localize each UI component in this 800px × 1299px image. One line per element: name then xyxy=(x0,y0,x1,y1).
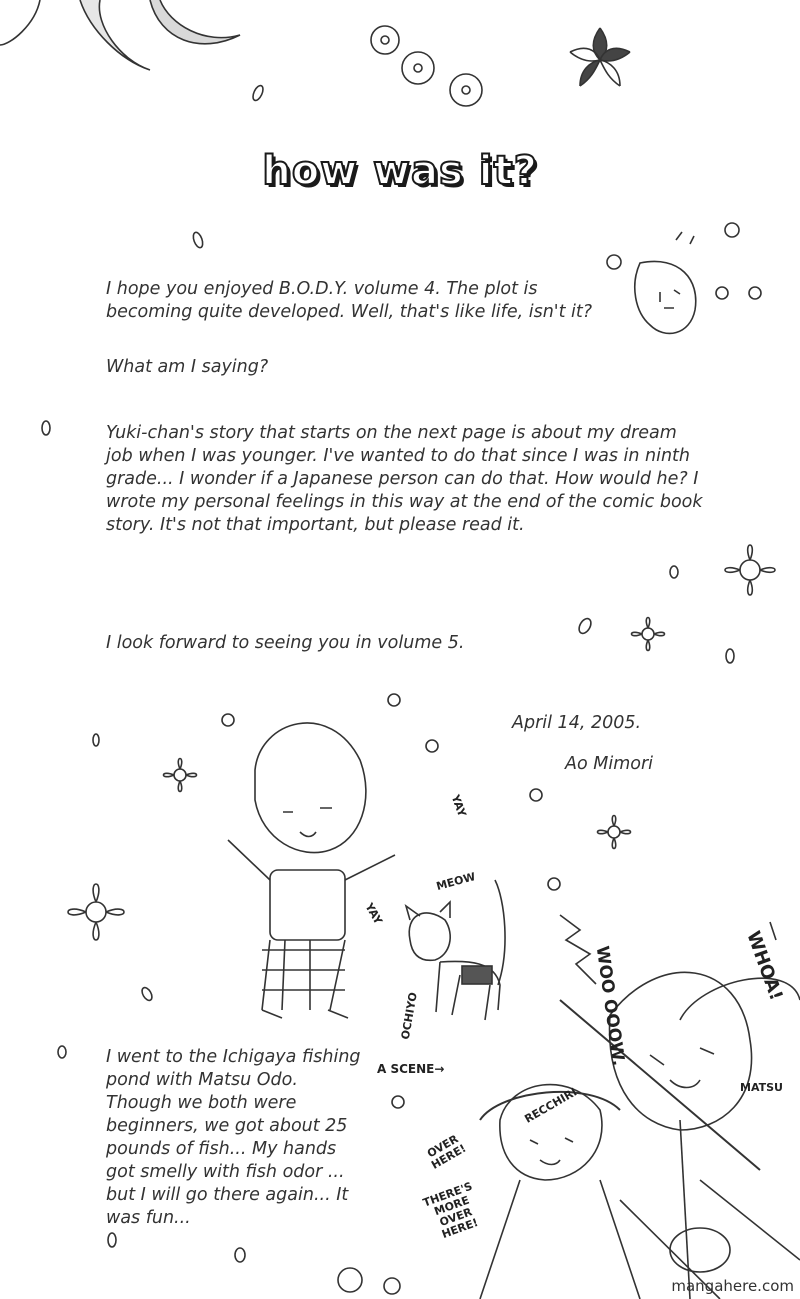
sfx-ochiyo: OCHIYO xyxy=(398,991,420,1041)
intro-paragraph: I hope you enjoyed B.O.D.Y. volume 4. The plot is becoming quite developed. Well, that's like life, isn't it? xyxy=(106,279,593,322)
chibi-character-illustration xyxy=(228,723,395,1018)
petal-icon xyxy=(726,649,734,663)
petal-icon xyxy=(42,421,50,435)
sakura-flower-icon xyxy=(570,28,630,86)
petal-icon xyxy=(192,231,205,249)
sfx-yay: YAY xyxy=(448,793,469,819)
petal-icon xyxy=(58,1046,66,1058)
petal-icon xyxy=(108,1233,116,1247)
sfx-scene: A SCENE→ xyxy=(377,1062,445,1076)
cat-illustration xyxy=(406,880,505,1020)
petal-icon xyxy=(577,617,594,636)
closing-paragraph: I look forward to seeing you in volume 5. xyxy=(106,633,465,653)
petal-icon xyxy=(140,986,154,1002)
sfx-woo: WOO OOOW. xyxy=(591,944,629,1068)
petal-icon xyxy=(670,566,678,578)
fishing-note: I went to the Ichigaya fishing pond with Matsu Odo. Though we both were beginners, we got about 25 pounds of fish... My hands got smelly with fish odor ... but I will go there again... It was fun... xyxy=(106,1047,361,1228)
sakura-flower-icon xyxy=(164,759,197,792)
sakura-cluster-icon xyxy=(371,26,482,106)
sfx-matsu: MATSU xyxy=(740,1081,783,1094)
sakura-flower-icon xyxy=(725,545,775,595)
bubble-icon xyxy=(338,1268,362,1292)
petal-icon xyxy=(93,734,99,746)
sfx-yay: YAY xyxy=(362,900,385,927)
sfx-meow: MEOW xyxy=(434,870,477,893)
sakura-flower-icon xyxy=(632,618,665,651)
face-doodle-icon xyxy=(635,232,696,333)
date-text: April 14, 2005. xyxy=(512,713,642,733)
bubble-icon xyxy=(384,1278,400,1294)
story-paragraph: Yuki-chan's story that starts on the next page is about my dream job when I was younger. I've wanted to do that since I was in ninth grade... I wonder if a Japanese person can do that. How would he? I wrote my personal feelings in this way at the end of the comic book story. It's not that important, but please read it. xyxy=(106,423,703,535)
fishing-scene-illustration xyxy=(480,915,800,1299)
sfx-recchiri: RECCHIRI xyxy=(522,1085,580,1126)
author-signature: Ao Mimori xyxy=(565,754,654,774)
sakura-flower-icon xyxy=(68,884,124,940)
petal-icon xyxy=(235,1248,245,1262)
sakura-flower-icon xyxy=(598,816,631,849)
sfx-over-here: OVER HERE! xyxy=(424,1132,469,1172)
petal-icon xyxy=(251,84,265,102)
sakura-flower-icon xyxy=(0,0,240,70)
aside-paragraph: What am I saying? xyxy=(106,357,269,377)
watermark: mangahere.com xyxy=(671,1277,794,1295)
sfx-whoa: WHOA! xyxy=(742,928,787,1004)
page-title: how was it? xyxy=(262,148,538,194)
sfx-theres-more: THERE'S MORE OVER HERE! xyxy=(421,1179,480,1242)
